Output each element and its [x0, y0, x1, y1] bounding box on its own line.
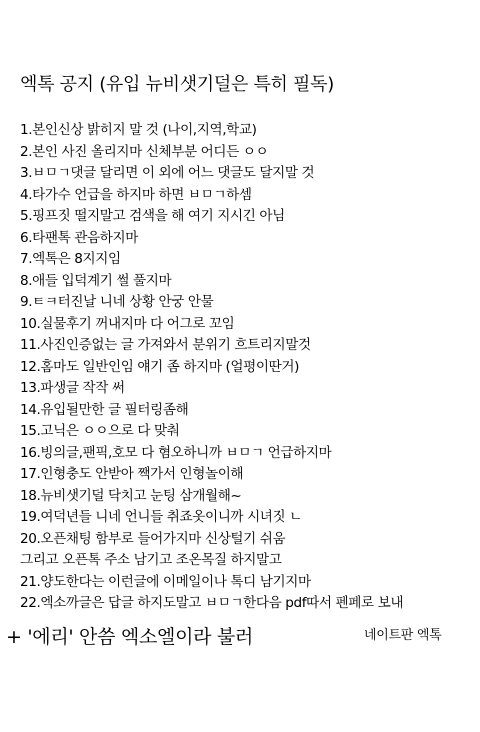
rule-item: 19.여덕년들 니네 언니들 취죠옷이니까 시녀짓 ㄴ [20, 509, 302, 525]
rule-item: 13.파생글 작작 써 [20, 380, 125, 396]
rule-item: 14.유입될만한 글 필터링좀해 [20, 401, 189, 418]
rule-item: 4.타가수 언급을 하지마 하면 ㅂㅁㄱ하셈 [20, 186, 252, 203]
rules-list [20, 120, 403, 615]
rule-item-continuation: 그리고 오픈톡 주소 남기고 조온목질 하지말고 [20, 552, 282, 568]
footer-note: + '에리' 안씀 엑소엘이라 불러 [6, 626, 254, 648]
rule-item: 10.실물후기 꺼내지마 다 어그로 꼬임 [20, 315, 235, 332]
rule-item: 1.본인신상 밝히지 말 것 (나이,지역,학교) [20, 122, 257, 138]
rule-item: 12.홈마도 일반인임 얘기 좀 하지마 (얼평이딴거) [20, 358, 299, 375]
rule-item: 3.ㅂㅁㄱ댓글 달리면 이 외에 어느 댓글도 달지말 것 [20, 165, 315, 181]
rule-item: 11.사진인증없는 글 가져와서 분위기 흐트리지말것 [20, 337, 311, 353]
rule-item: 21.양도한다는 이런글에 이메일이나 톡디 남기지마 [20, 573, 311, 590]
rule-item: 6.타팬톡 관음하지마 [20, 229, 138, 246]
rule-item: 15.고닉은 ㅇㅇ으로 다 맞춰 [20, 423, 180, 439]
rule-item: 2.본인 사진 올리지마 신체부분 어디든 ㅇㅇ [20, 143, 269, 160]
rule-item: 8.애들 입덕계기 썰 풀지마 [20, 272, 172, 289]
rule-item: 9.ㅌㅋ터진날 니네 상황 안궁 안물 [20, 294, 214, 310]
rule-item: 7.엑톡은 8지지임 [20, 251, 121, 267]
rule-item: 18.뉴비샛기덜 닥치고 눈팅 삼개월해~ [20, 487, 242, 504]
rule-item: 16.빙의글,팬픽,호모 다 혐오하니까 ㅂㅁㄱ 언급하지마 [20, 444, 332, 461]
rule-item: 20.오픈채팅 함부로 들어가지마 신상털기 쉬움 [20, 530, 286, 547]
rule-item: 22.엑소까글은 답글 하지도말고 ㅂㅁㄱ한다음 pdf따서 펜페로 보내 [20, 595, 404, 611]
notice-title: 엑톡 공지 (유입 뉴비샛기덜은 특히 필독) [20, 74, 334, 95]
source-label: 네이트판 엑톡 [364, 628, 442, 643]
rule-item: 5.핑프짓 떨지말고 검색을 해 여기 지시긴 아님 [20, 208, 285, 224]
rule-item: 17.인형충도 안받아 짹가서 인형놀이해 [20, 466, 244, 482]
